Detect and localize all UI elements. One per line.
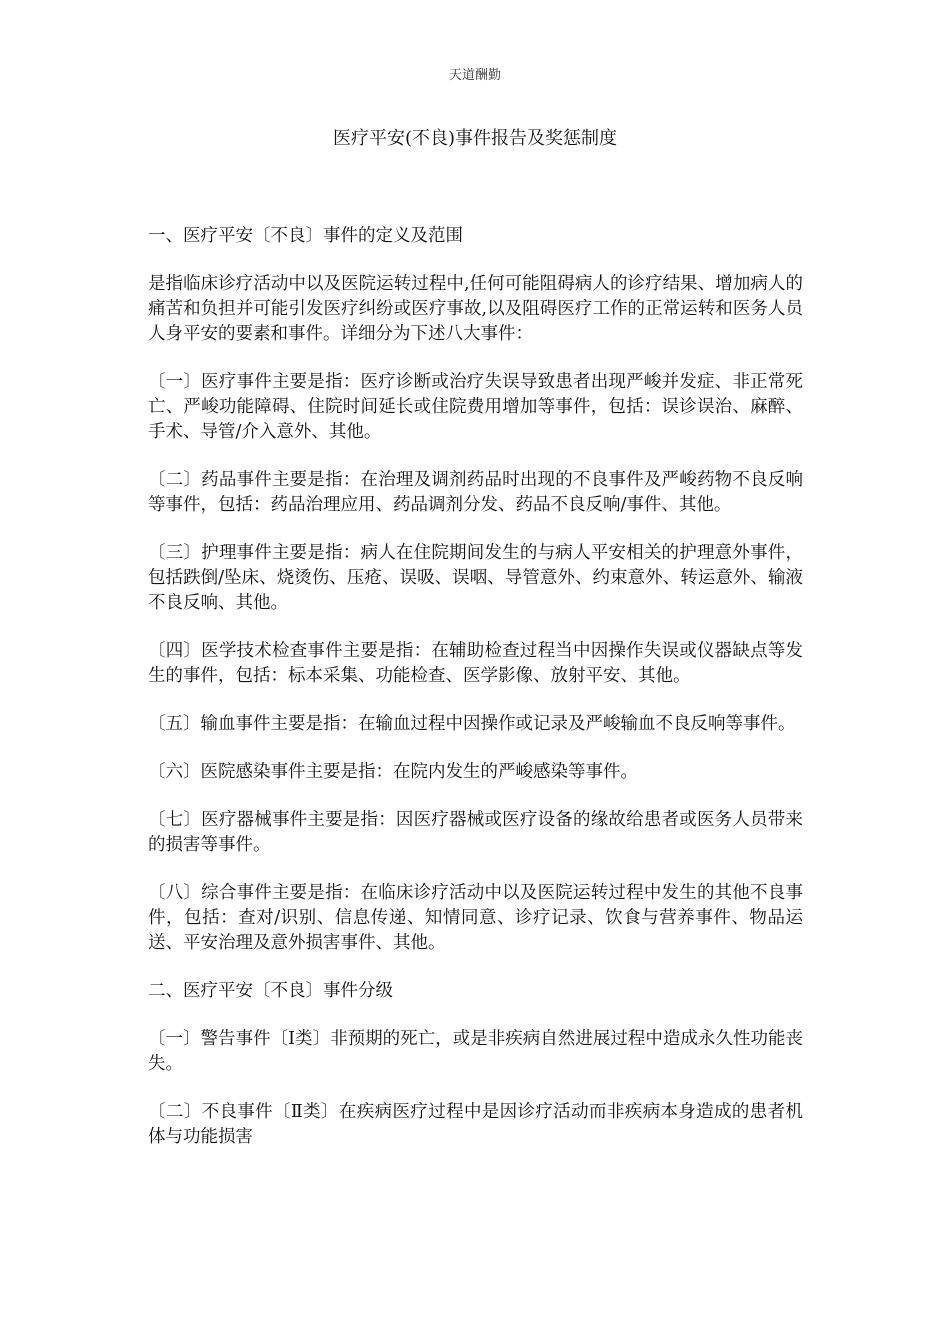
paragraph: 〔八〕综合事件主要是指：在临床诊疗活动中以及医院运转过程中发生的其他不良事件，包括：查对/识别、信息传递、知情同意、诊疗记录、饮食与营养事件、物品运送、平安治理及意外损害事件、其他。 <box>148 883 803 953</box>
paragraph: 〔五〕输血事件主要是指：在输血过程中因操作或记录及严峻输血不良反响等事件。 <box>148 714 796 734</box>
paragraph: 〔二〕药品事件主要是指：在治理及调剂药品时出现的不良事件及严峻药物不良反响等事件，包括：药品治理应用、药品调剂分发、药品不良反响/事件、其他。 <box>148 470 803 515</box>
paragraph: 〔一〕警告事件〔Ⅰ类〕非预期的死亡，或是非疾病自然进展过程中造成永久性功能丧失。 <box>148 1029 803 1074</box>
paragraph: 〔七〕医疗器械事件主要是指：因医疗器械或医疗设备的缘故给患者或医务人员带来的损害等事件。 <box>148 810 803 855</box>
section-heading: 二、医疗平安〔不良〕事件分级 <box>148 981 393 1001</box>
paragraph: 〔一〕医疗事件主要是指：医疗诊断或治疗失误导致患者出现严峻并发症、非正常死亡、严峻功能障碍、住院时间延长或住院费用增加等事件，包括：误诊误治、麻醉、手术、导管/介入意外、其他。 <box>148 372 803 442</box>
document-body <box>148 224 803 1173</box>
paragraph: 是指临床诊疗活动中以及医院运转过程中,任何可能阻碍病人的诊疗结果、增加病人的痛苦和负担并可能引发医疗纠纷或医疗事故,以及阻碍医疗工作的正常运转和医务人员人身平安的要素和事件。详细分为下述八大事件： <box>148 274 803 344</box>
running-header: 天道酬勤 <box>448 68 501 83</box>
paragraph: 〔二〕不良事件〔Ⅱ类〕在疾病医疗过程中是因诊疗活动而非疾病本身造成的患者机体与功能损害 <box>148 1102 803 1147</box>
paragraph: 〔三〕护理事件主要是指：病人在住院期间发生的与病人平安相关的护理意外事件，包括跌倒/坠床、烧烫伤、压疮、误吸、误咽、导管意外、约束意外、转运意外、输液不良反响、其他。 <box>148 543 803 613</box>
section-heading: 一、医疗平安〔不良〕事件的定义及范围 <box>148 226 463 246</box>
document-title: 医疗平安(不良)事件报告及奖惩制度 <box>332 128 618 149</box>
paragraph: 〔六〕医院感染事件主要是指：在院内发生的严峻感染等事件。 <box>148 762 638 782</box>
paragraph: 〔四〕医学技术检查事件主要是指：在辅助检查过程当中因操作失误或仪器缺点等发生的事件，包括：标本采集、功能检查、医学影像、放射平安、其他。 <box>148 641 803 686</box>
